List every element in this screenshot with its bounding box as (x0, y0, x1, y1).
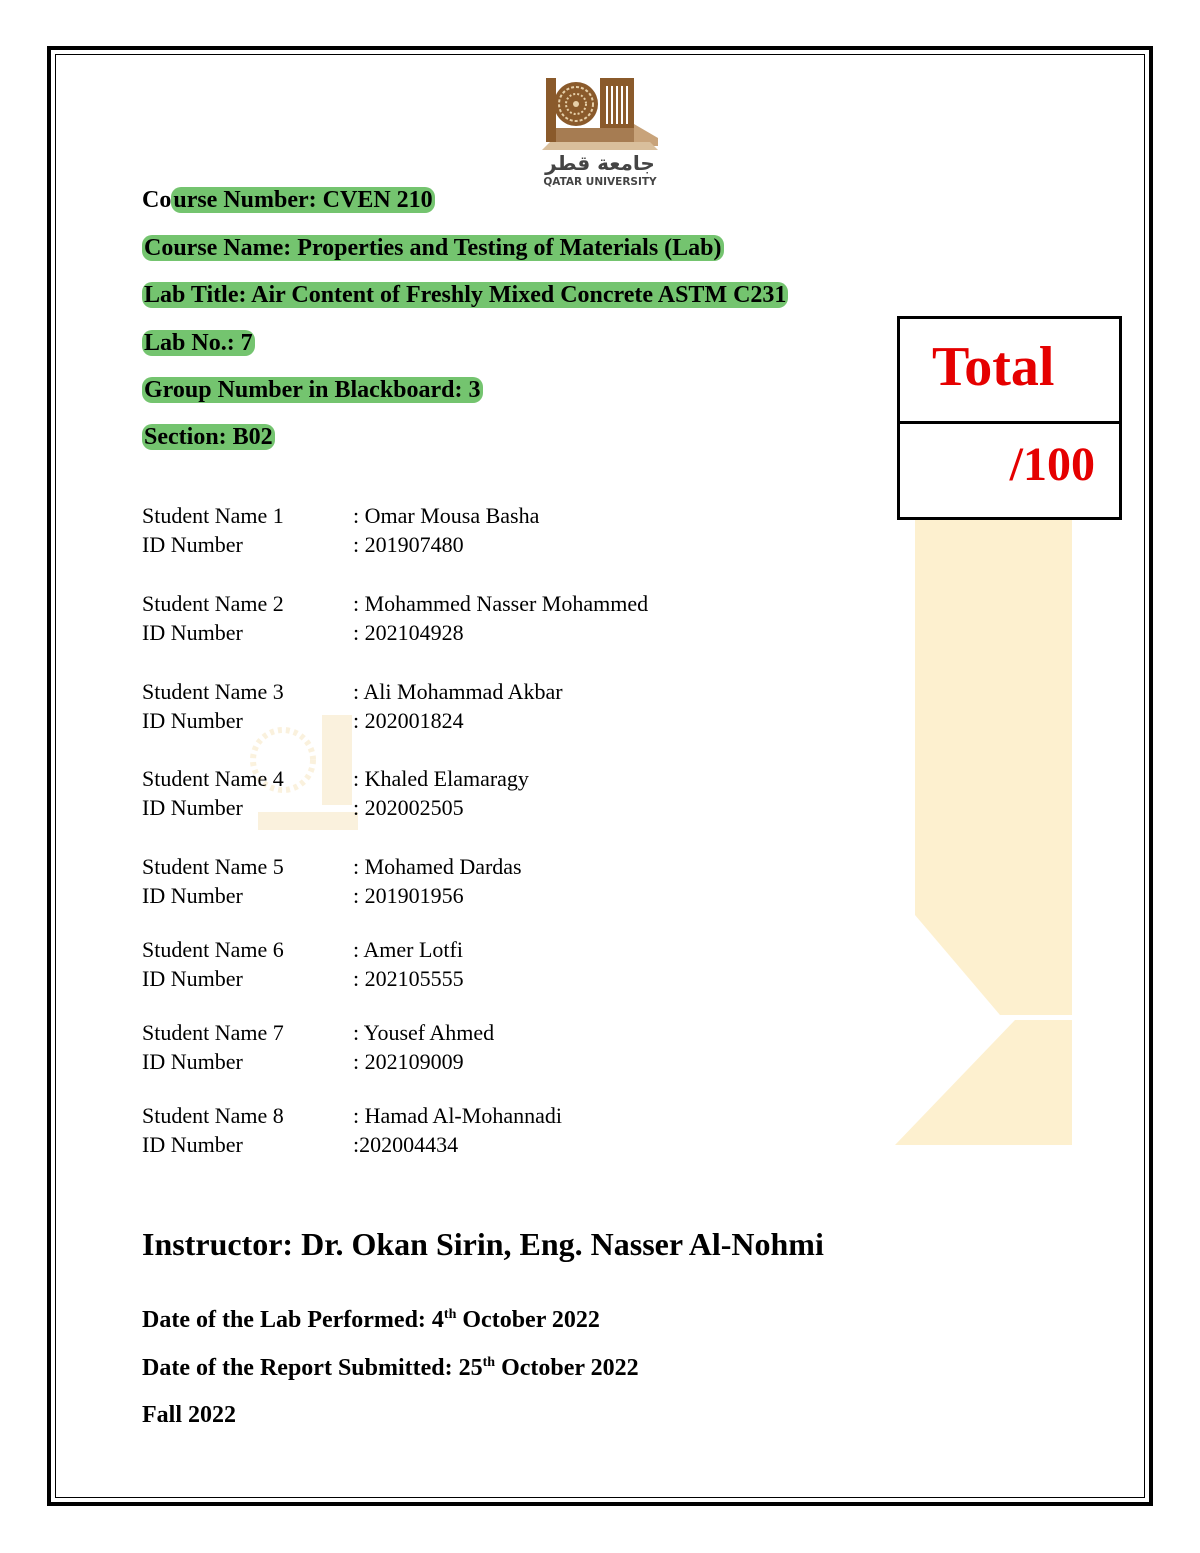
student-id-label: ID Number (142, 883, 243, 908)
student-id-label: ID Number (142, 795, 243, 820)
date-submitted-prefix: Date of the Report Submitted: 25 (142, 1355, 483, 1381)
score-divider (900, 421, 1119, 424)
instructor-line: Instructor: Dr. Okan Sirin, Eng. Nasser Al-Nohmi (142, 1226, 824, 1262)
student-id-label: ID Number (142, 708, 243, 733)
student-name-label: Student Name 8 (142, 1103, 284, 1128)
course-number-lead: Co (142, 187, 172, 213)
student-name: : Omar Mousa Basha (353, 503, 540, 528)
student-id-label: ID Number (142, 532, 243, 557)
student-id-label: ID Number (142, 620, 243, 645)
student-name: : Hamad Al-Mohannadi (353, 1103, 562, 1128)
student-name-label: Student Name 2 (142, 591, 284, 616)
date-performed-ordinal: th (443, 1307, 457, 1322)
course-name (142, 233, 724, 263)
date-submitted-suffix: October 2022 (495, 1355, 639, 1381)
student-name-label: Student Name 6 (142, 937, 284, 962)
student-name-label: Student Name 7 (142, 1020, 284, 1045)
student-name: : Mohammed Nasser Mohammed (353, 591, 649, 616)
student-id: : 201907480 (353, 532, 464, 557)
student-id: : 202109009 (353, 1049, 464, 1074)
lab-title-text: Lab Title: Air Content of Freshly Mixed Concrete ASTM C231 (144, 282, 787, 308)
student-name-label: Student Name 4 (142, 766, 284, 791)
date-performed-suffix: October 2022 (456, 1307, 600, 1333)
logo-english-name: QATAR UNIVERSITY (543, 176, 657, 188)
student-id: :202004434 (353, 1132, 459, 1157)
group-number (142, 375, 483, 405)
score-box (897, 316, 1122, 520)
student-id: : 202002505 (353, 795, 464, 820)
student-name: : Amer Lotfi (353, 937, 463, 962)
student-id: : 202001824 (353, 708, 464, 733)
course-number (142, 185, 435, 215)
student-id: : 202104928 (353, 620, 464, 645)
course-name-text: Course Name: Properties and Testing of Materials (Lab) (144, 235, 722, 261)
lab-title (142, 280, 788, 310)
student-name: : Yousef Ahmed (353, 1020, 495, 1045)
date-submitted (142, 1353, 639, 1383)
student-name: : Khaled Elamaragy (353, 766, 529, 791)
lab-number (142, 328, 255, 358)
term: Fall 2022 (142, 1402, 236, 1428)
course-number-text: urse Number: CVEN 210 (173, 187, 433, 213)
date-performed (142, 1305, 600, 1335)
student-id-label: ID Number (142, 966, 243, 991)
lab-number-text: Lab No.: 7 (144, 330, 253, 356)
date-submitted-ordinal: th (482, 1355, 496, 1370)
qatar-university-logo (530, 72, 670, 190)
student-id-label: ID Number (142, 1132, 243, 1157)
student-name-label: Student Name 5 (142, 854, 284, 879)
group-number-text: Group Number in Blackboard: 3 (144, 377, 481, 403)
student-id-label: ID Number (142, 1049, 243, 1074)
student-name-label: Student Name 1 (142, 503, 284, 528)
student-name: : Ali Mohammad Akbar (353, 679, 563, 704)
student-id: : 202105555 (353, 966, 464, 991)
logo-arabic-name: جامعة قطر (545, 151, 655, 175)
student-name-label: Student Name 3 (142, 679, 284, 704)
score-total-label: Total (932, 336, 1055, 398)
student-id: : 201901956 (353, 883, 464, 908)
date-performed-prefix: Date of the Lab Performed: 4 (142, 1307, 444, 1333)
section-text: Section: B02 (144, 424, 273, 450)
section (142, 422, 275, 452)
score-max-label: /100 (1009, 438, 1095, 491)
student-name: : Mohamed Dardas (353, 854, 522, 879)
